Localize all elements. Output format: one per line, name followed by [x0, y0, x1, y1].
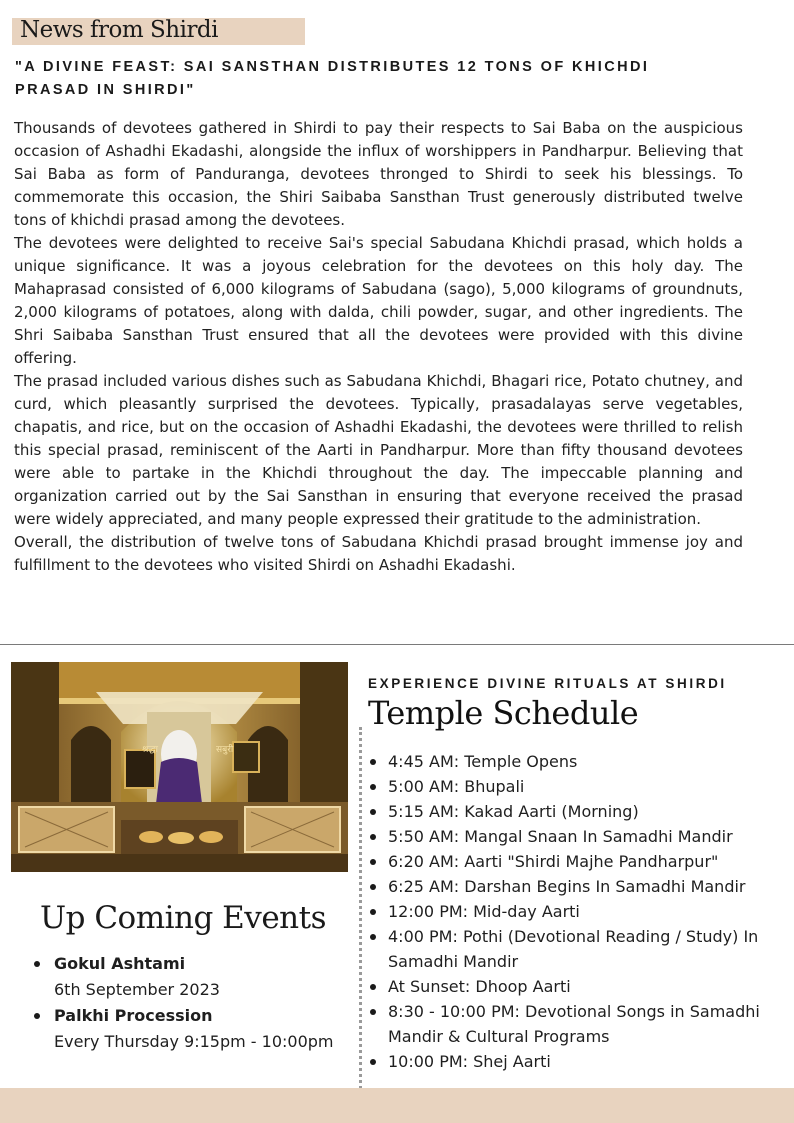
article-paragraph: Overall, the distribution of twelve tons of Sabudana Khichdi prasad brought immense joy and fulfillment to the devotees who visited Shirdi on Ashadhi Ekadashi.	[14, 533, 743, 574]
schedule-item: 6:20 AM: Aarti "Shirdi Majhe Pandharpur"	[368, 849, 783, 874]
event-name: Gokul Ashtami	[54, 954, 186, 973]
sign-saburi: सबुरी	[216, 745, 234, 755]
schedule-item: 4:45 AM: Temple Opens	[368, 749, 783, 774]
schedule-item: 10:00 PM: Shej Aarti	[368, 1049, 783, 1074]
section-title: News from Shirdi	[20, 17, 219, 43]
temple-photo	[11, 662, 348, 872]
schedule-item: At Sunset: Dhoop Aarti	[368, 974, 783, 999]
schedule-item: 6:25 AM: Darshan Begins In Samadhi Mandir	[368, 874, 783, 899]
event-date: Every Thursday 9:15pm - 10:00pm	[54, 1032, 334, 1051]
schedule-item: 8:30 - 10:00 PM: Devotional Songs in Samadhi Mandir & Cultural Programs	[368, 999, 783, 1049]
schedule-item: 5:50 AM: Mangal Snaan In Samadhi Mandir	[368, 824, 783, 849]
event-date: 6th September 2023	[54, 980, 220, 999]
article-paragraph: The devotees were delighted to receive Sai's special Sabudana Khichdi prasad, which holds a unique significance. It was a joyous celebration for the devotees on this holy day. The Mahaprasad consisted of 6,000 kilograms of Sabudana (sago), 5,000 kilograms of groundnuts, 2,000 kilograms of potatoes, along with dalda, chili powder, sugar, and other ingredients. The Shri Saibaba Sansthan Trust ensured that all the devotees were provided with this divine offering.	[14, 234, 743, 367]
event-item	[30, 951, 350, 1003]
events-list	[30, 951, 350, 1055]
events-title: Up Coming Events	[40, 900, 327, 936]
schedule-item: 12:00 PM: Mid-day Aarti	[368, 899, 783, 924]
section-tag	[12, 18, 305, 45]
footer-band	[0, 1088, 794, 1123]
article-paragraph: Thousands of devotees gathered in Shirdi to pay their respects to Sai Baba on the auspicious occasion of Ashadhi Ekadashi, alongside the influx of worshippers in Pandharpur. Believing that Sai Baba as form of Panduranga, devotees thronged to Shirdi to seek his blessings. To commemorate this occasion, the Shiri Saibaba Sansthan Trust generously distributed twelve tons of khichdi prasad among the devotees.	[14, 119, 743, 229]
article-paragraph: The prasad included various dishes such as Sabudana Khichdi, Bhagari rice, Potato chutney, and curd, which pleasantly surprised the devotees. Typically, prasadalayas serve vegetables, chapatis, and rice, but on the occasion of Ashadhi Ekadashi, the devotees were thrilled to relish this special prasad, reminiscent of the Aarti in Pandharpur. More than fifty thousand devotees were able to partake in the Khichdi throughout the day. The impeccable planning and organization carried out by the Sai Sansthan in ensuring that everyone received the prasad were widely appreciated, and many people expressed their gratitude to the administration.	[14, 372, 743, 528]
event-item	[30, 1003, 350, 1055]
section-divider	[0, 644, 794, 645]
schedule-kicker: EXPERIENCE DIVINE RITUALS AT SHIRDI	[368, 676, 727, 691]
sign-shraddha: श्रद्धा	[142, 745, 158, 755]
schedule-item: 4:00 PM: Pothi (Devotional Reading / Study) In Samadhi Mandir	[368, 924, 783, 974]
schedule-item: 5:00 AM: Bhupali	[368, 774, 783, 799]
dotted-divider	[359, 727, 362, 1089]
schedule-item: 5:15 AM: Kakad Aarti (Morning)	[368, 799, 783, 824]
article-headline: "A DIVINE FEAST: SAI SANSTHAN DISTRIBUTES 12 TONS OF KHICHDI PRASAD IN SHIRDI"	[15, 59, 650, 98]
event-name: Palkhi Procession	[54, 1006, 213, 1025]
schedule-list	[368, 749, 783, 1074]
temple-illustration	[11, 662, 348, 872]
schedule-title: Temple Schedule	[368, 694, 639, 732]
article-body	[14, 117, 743, 577]
